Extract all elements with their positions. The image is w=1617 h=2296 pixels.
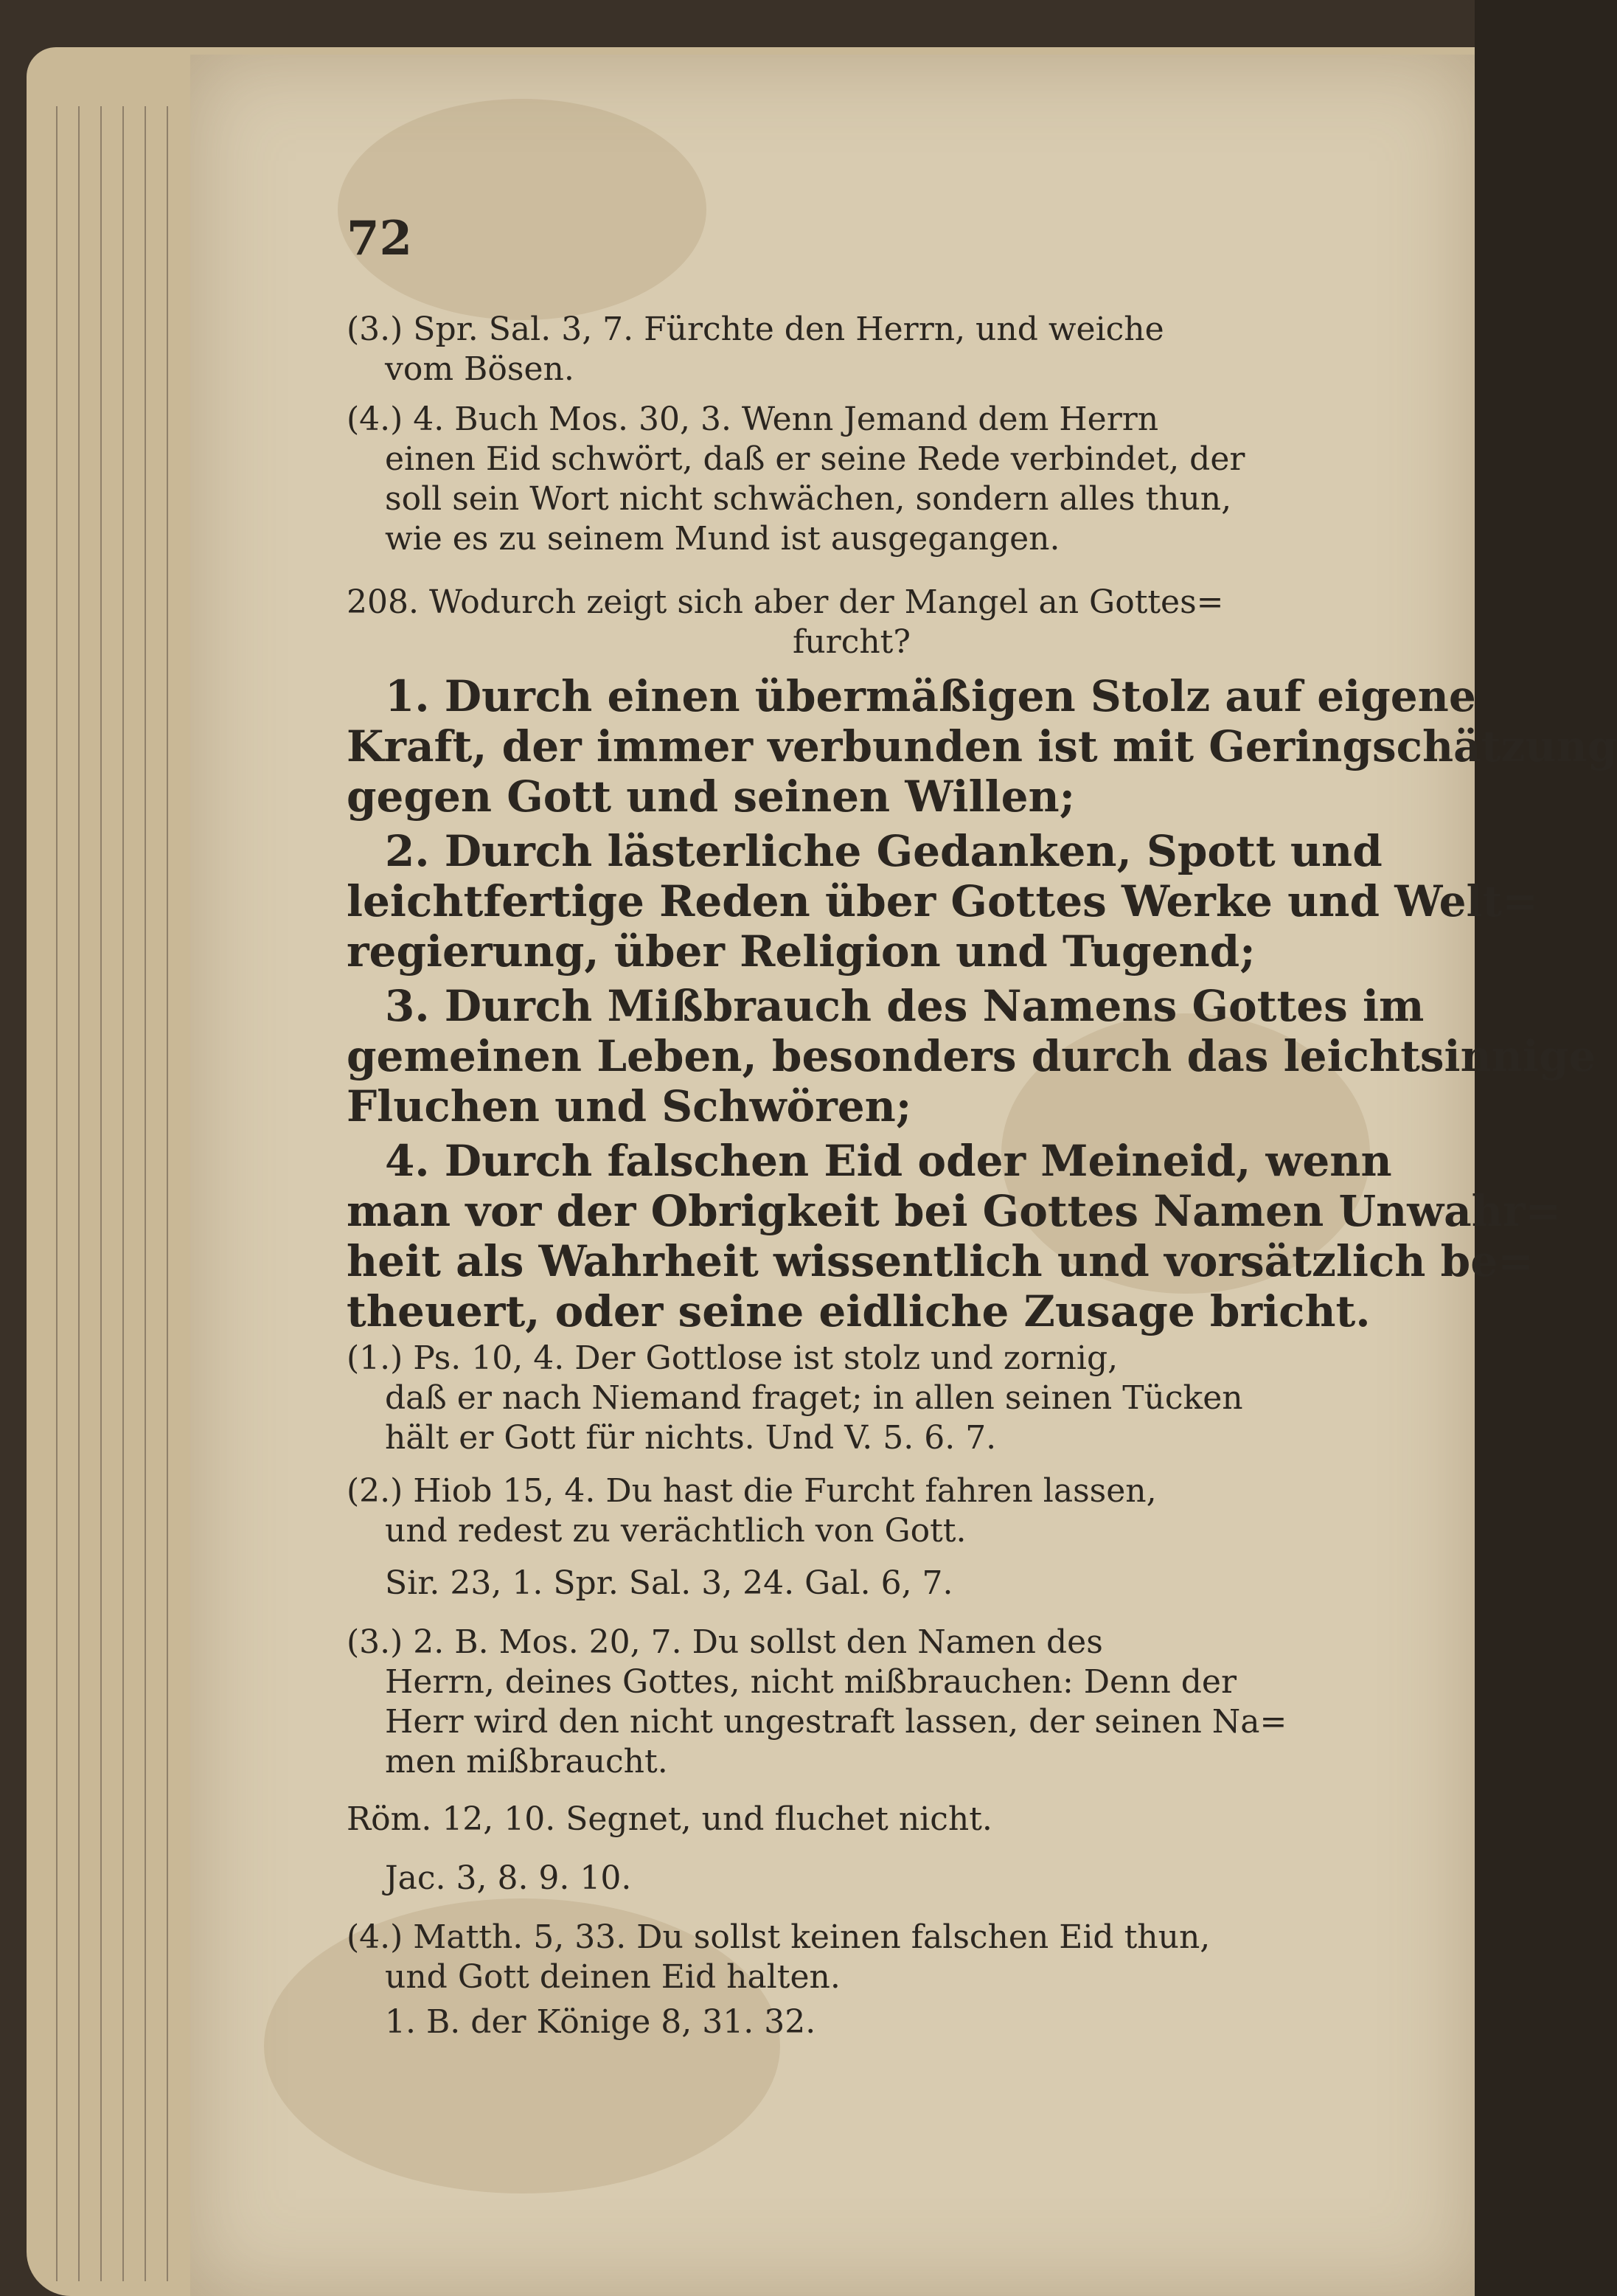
question-line: 208. Wodurch zeigt sich aber der Mangel an Gottes= bbox=[347, 583, 1224, 621]
answer-line: 4. Durch falschen Eid oder Meineid, wenn bbox=[385, 1136, 1392, 1186]
reference-line: einen Eid schwört, daß er seine Rede verbindet, der bbox=[385, 440, 1245, 478]
answer-block bbox=[347, 981, 1596, 1131]
reference-line: hält er Gott für nichts. Und V. 5. 6. 7. bbox=[385, 1419, 997, 1457]
answer-block bbox=[347, 671, 1617, 822]
answer-line: gemeinen Leben, besonders durch das leichtsinnige bbox=[347, 1031, 1596, 1081]
reference-line: und redest zu verächtlich von Gott. bbox=[385, 1512, 967, 1550]
answer-line: regierung, über Religion und Tugend; bbox=[347, 926, 1256, 977]
question-line: furcht? bbox=[793, 623, 911, 661]
page-edge-line bbox=[122, 106, 124, 2281]
reference-block bbox=[347, 310, 1357, 389]
answer-line: 1. Durch einen übermäßigen Stolz auf eigene bbox=[385, 671, 1476, 721]
page-edge-line bbox=[167, 106, 168, 2281]
reference-line: Herr wird den nicht ungestraft lassen, der seinen Na= bbox=[385, 1703, 1287, 1741]
reference-line: 1. B. der Könige 8, 31. 32. bbox=[385, 2003, 816, 2041]
answer-block bbox=[347, 826, 1538, 977]
page-edge-line bbox=[78, 106, 80, 2281]
page-edge-line bbox=[100, 106, 102, 2281]
reference-line: Sir. 23, 1. Spr. Sal. 3, 24. Gal. 6, 7. bbox=[385, 1564, 953, 1602]
reference-line: soll sein Wort nicht schwächen, sondern alles thun, bbox=[385, 480, 1232, 518]
reference-block bbox=[347, 1859, 1357, 1898]
reference-block bbox=[347, 1800, 1357, 1839]
reference-line: wie es zu seinem Mund ist ausgegangen. bbox=[385, 520, 1060, 558]
reference-block bbox=[347, 400, 1357, 559]
answer-line: 3. Durch Mißbrauch des Namens Gottes im bbox=[385, 981, 1425, 1031]
answer-line: theuert, oder seine eidliche Zusage bricht. bbox=[347, 1286, 1371, 1336]
page-edge-line bbox=[56, 106, 58, 2281]
reference-line: (4.) 4. Buch Mos. 30, 3. Wenn Jemand dem Herrn bbox=[347, 400, 1159, 438]
answer-line: gegen Gott und seinen Willen; bbox=[347, 771, 1076, 822]
reference-line: Jac. 3, 8. 9. 10. bbox=[385, 1859, 632, 1897]
reference-line: (1.) Ps. 10, 4. Der Gottlose ist stolz und zornig, bbox=[347, 1339, 1119, 1377]
page-edge-line bbox=[145, 106, 146, 2281]
reference-line: (3.) 2. B. Mos. 20, 7. Du sollst den Namen des bbox=[347, 1623, 1103, 1661]
paper-stain bbox=[338, 99, 706, 320]
reference-block bbox=[347, 2002, 1357, 2042]
reference-line: Röm. 12, 10. Segnet, und fluchet nicht. bbox=[347, 1800, 992, 1838]
reference-line: Herrn, deines Gottes, nicht mißbrauchen: Denn der bbox=[385, 1663, 1237, 1701]
reference-line: (2.) Hiob 15, 4. Du hast die Furcht fahren lassen, bbox=[347, 1472, 1157, 1510]
reference-line: (3.) Spr. Sal. 3, 7. Fürchte den Herrn, und weiche bbox=[347, 311, 1164, 348]
reference-block bbox=[347, 1623, 1357, 1782]
answer-line: Kraft, der immer verbunden ist mit Geringschätzung bbox=[347, 721, 1617, 771]
reference-line: daß er nach Niemand fraget; in allen seinen Tücken bbox=[385, 1379, 1243, 1417]
reference-line: vom Bösen. bbox=[385, 350, 574, 388]
answer-line: heit als Wahrheit wissentlich und vorsätzlich be= bbox=[347, 1236, 1534, 1286]
answer-line: Fluchen und Schwören; bbox=[347, 1081, 912, 1131]
page-number: 72 bbox=[347, 211, 413, 266]
reference-block bbox=[347, 1339, 1357, 1458]
reference-line: (4.) Matth. 5, 33. Du sollst keinen falschen Eid thun, bbox=[347, 1918, 1211, 1956]
reference-line: und Gott deinen Eid halten. bbox=[385, 1958, 841, 1996]
reference-block bbox=[347, 1564, 1357, 1603]
reference-block bbox=[347, 1918, 1357, 1997]
answer-line: 2. Durch lästerliche Gedanken, Spott und bbox=[385, 826, 1383, 876]
reference-block bbox=[347, 1471, 1357, 1551]
question-block bbox=[347, 583, 1357, 662]
answer-line: man vor der Obrigkeit bei Gottes Namen Unwahr= bbox=[347, 1186, 1562, 1236]
answer-line: leichtfertige Reden über Gottes Werke und Welt= bbox=[347, 876, 1538, 926]
answer-block bbox=[347, 1136, 1562, 1336]
reference-line: men mißbraucht. bbox=[385, 1743, 668, 1780]
